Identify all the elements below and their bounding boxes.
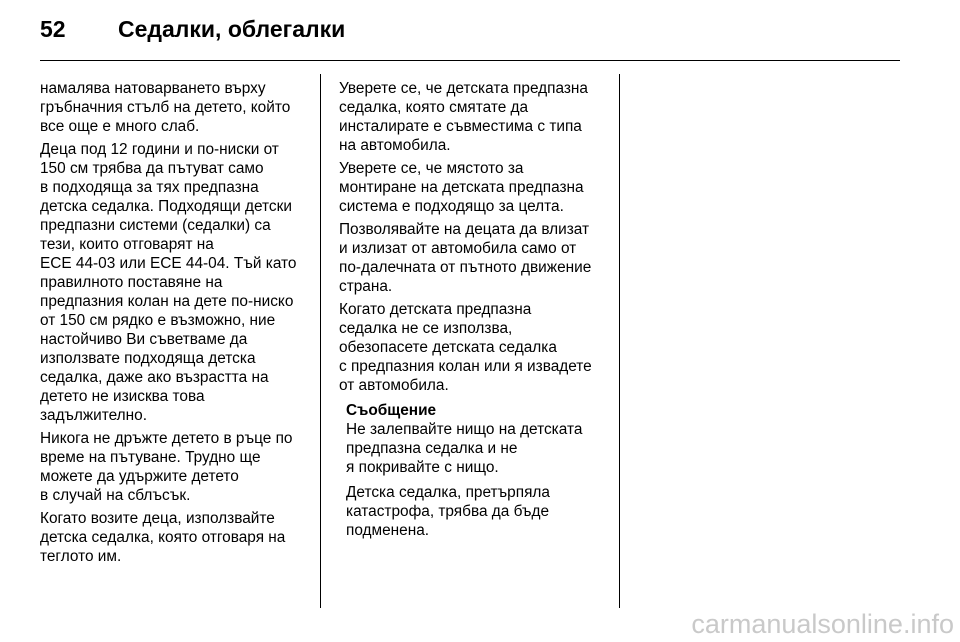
paragraph bbox=[40, 429, 314, 505]
text-line: в случай на сблъсък. bbox=[40, 487, 191, 504]
text-line: детска седалка. Подходящи детски bbox=[40, 198, 292, 215]
text-line: Деца под 12 години и по-ниски от bbox=[40, 141, 279, 158]
paragraph bbox=[40, 509, 314, 566]
text-line: Уверете се, че мястото за bbox=[339, 160, 524, 177]
text-line: монтиране на детската предпазна bbox=[339, 179, 584, 196]
text-column-1 bbox=[40, 79, 314, 570]
text-line: детска седалка, която отговаря на bbox=[40, 529, 286, 546]
note-title: Съобщение bbox=[346, 402, 437, 419]
text-line: и излизат от автомобила само от bbox=[339, 240, 577, 257]
paragraph bbox=[339, 79, 613, 155]
text-line: с предпазния колан или я извадете bbox=[339, 358, 592, 375]
text-line: предпазна седалка и не bbox=[346, 440, 518, 457]
text-line: обезопасете детската седалка bbox=[339, 339, 557, 356]
paragraph bbox=[339, 159, 613, 216]
site-watermark: carmanualsonline.info bbox=[691, 609, 954, 639]
text-line: все още е много слаб. bbox=[40, 118, 200, 135]
note-paragraph bbox=[346, 483, 613, 540]
text-line: седалка, която смятате да bbox=[339, 99, 529, 116]
text-line: теглото им. bbox=[40, 548, 122, 565]
column-divider-left bbox=[320, 74, 321, 608]
paragraph bbox=[40, 140, 314, 425]
column-divider-right bbox=[619, 74, 620, 608]
text-line: Никога не дръжте детето в ръце по bbox=[40, 430, 293, 447]
text-line: система е подходящо за целта. bbox=[339, 198, 564, 215]
text-line: подменена. bbox=[346, 522, 430, 539]
text-line: по-далечната от пътното движение bbox=[339, 259, 592, 276]
text-line: задължително. bbox=[40, 407, 147, 424]
text-line: предпазния колан на дете по-ниско bbox=[40, 293, 294, 310]
text-line: 150 см трябва да пътуват само bbox=[40, 160, 264, 177]
text-line: седалка не се използва, bbox=[339, 320, 513, 337]
text-line: от 150 см рядко е възможно, ние bbox=[40, 312, 276, 329]
text-column-2 bbox=[339, 79, 613, 546]
text-line: страна. bbox=[339, 278, 393, 295]
text-line: Когато возите деца, използвайте bbox=[40, 510, 275, 527]
note-paragraph bbox=[346, 420, 613, 477]
text-line: Уверете се, че детската предпазна bbox=[339, 80, 588, 97]
page-header bbox=[40, 14, 345, 44]
paragraph bbox=[339, 300, 613, 395]
text-line: детето не изисква това bbox=[40, 388, 205, 405]
text-line: използвате подходяща детска bbox=[40, 350, 256, 367]
text-line: на автомобила. bbox=[339, 137, 451, 154]
text-line: предпазни системи (седалки) са bbox=[40, 217, 271, 234]
text-line: време на пътуване. Трудно ще bbox=[40, 449, 261, 466]
text-line: Не залепвайте нищо на детската bbox=[346, 421, 583, 438]
text-line: гръбначния стълб на детето, който bbox=[40, 99, 291, 116]
text-line: намалява натоварването върху bbox=[40, 80, 266, 97]
text-line: инсталирате е съвместима с типа bbox=[339, 118, 582, 135]
note-box bbox=[339, 401, 613, 540]
text-line: в подходяща за тях предпазна bbox=[40, 179, 259, 196]
text-line: тези, които отговарят на bbox=[40, 236, 214, 253]
text-line: правилното поставяне на bbox=[40, 274, 223, 291]
header-divider bbox=[40, 60, 900, 61]
text-line: ECE 44-03 или ECE 44-04. Тъй като bbox=[40, 255, 297, 272]
text-line: седалка, даже ако възрастта на bbox=[40, 369, 269, 386]
page-number: 52 bbox=[40, 16, 66, 42]
text-line: можете да удържите детето bbox=[40, 468, 239, 485]
paragraph bbox=[40, 79, 314, 136]
text-line: настойчиво Ви съветваме да bbox=[40, 331, 248, 348]
text-line: катастрофа, трябва да бъде bbox=[346, 503, 550, 520]
page-title: Седалки, облегалки bbox=[118, 16, 346, 42]
text-line: Детска седалка, претърпяла bbox=[346, 484, 550, 501]
paragraph bbox=[339, 220, 613, 296]
text-line: Когато детската предпазна bbox=[339, 301, 532, 318]
text-line: я покривайте с нищо. bbox=[346, 459, 499, 476]
text-line: от автомобила. bbox=[339, 377, 449, 394]
text-line: Позволявайте на децата да влизат bbox=[339, 221, 590, 238]
